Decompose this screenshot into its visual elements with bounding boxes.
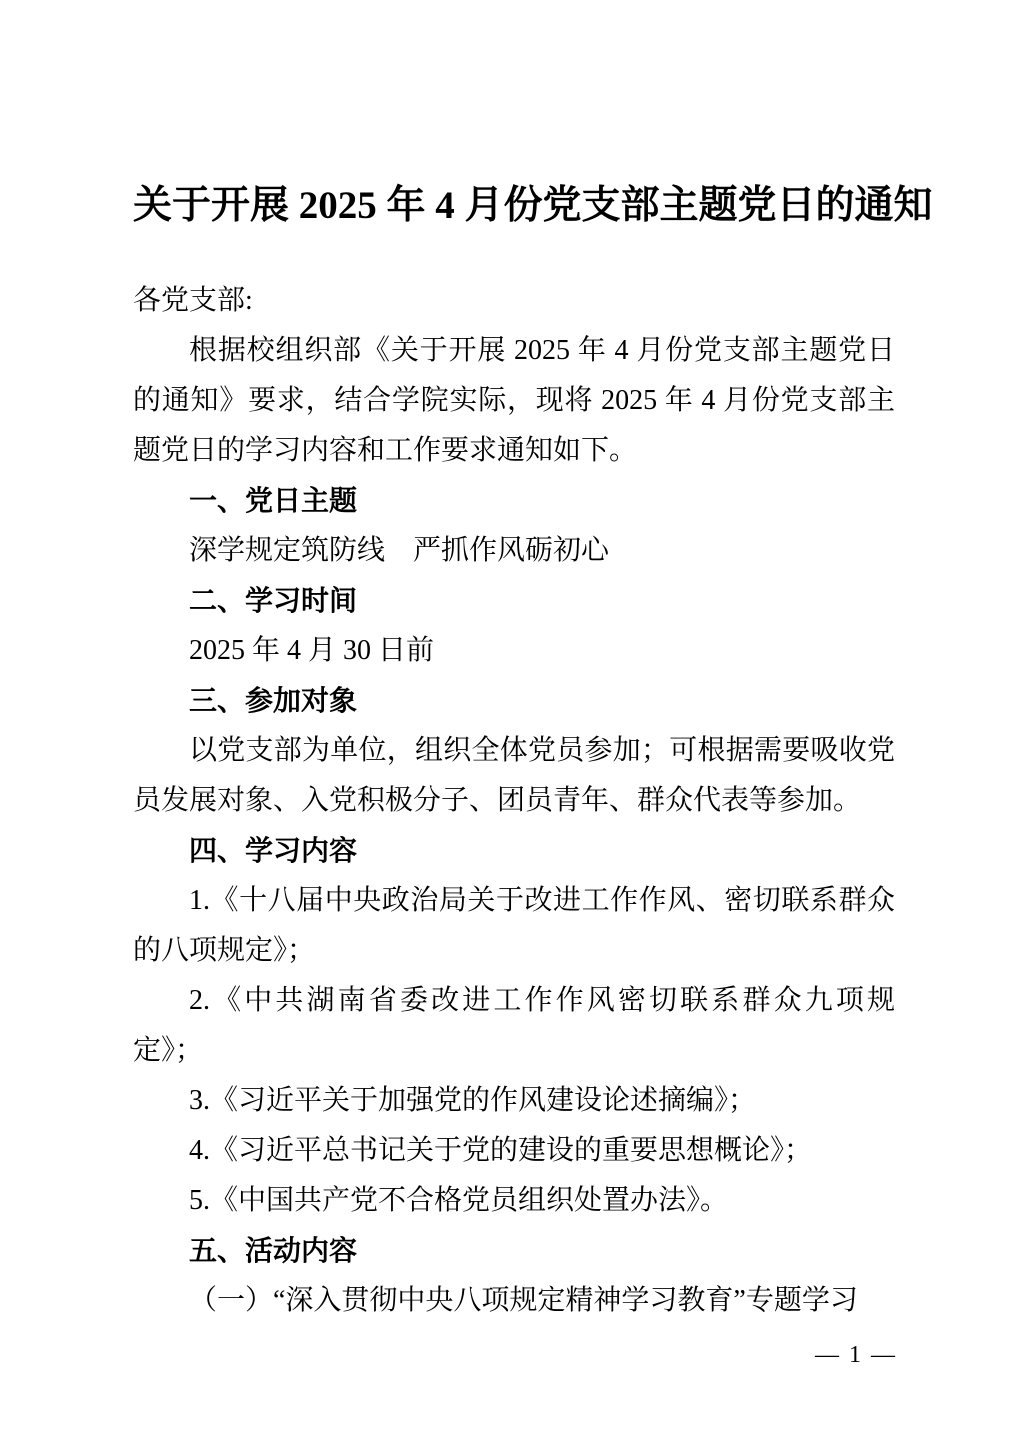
study-content-item-3: 3.《习近平关于加强党的作风建设论述摘编》； bbox=[189, 1085, 757, 1116]
section-heading-study-content: 四、学习内容 bbox=[189, 835, 358, 866]
notice-content bbox=[133, 178, 933, 1326]
activity-content-item-1: （一）“深入贯彻中央八项规定精神学习教育”专题学习 bbox=[189, 1285, 858, 1316]
document-title: 关于开展 2025 年 4 月份党支部主题党日的通知 bbox=[133, 184, 933, 227]
study-content-item-5: 5.《中国共产党不合格党员组织处置办法》。 bbox=[189, 1185, 729, 1216]
section-heading-activity-content: 五、活动内容 bbox=[189, 1235, 358, 1266]
section-heading-party-day-theme: 一、党日主题 bbox=[189, 485, 358, 516]
study-time-text: 2025 年 4 月 30 日前 bbox=[189, 635, 435, 666]
study-content-item-1: 1.《十八届中央政治局关于改进工作作风、密切联系群众的八项规定》； bbox=[133, 885, 895, 966]
section-heading-study-time: 二、学习时间 bbox=[189, 585, 358, 616]
study-content-item-2: 2.《中共湖南省委改进工作作风密切联系群众九项规定》； bbox=[133, 985, 895, 1066]
participants-text: 以党支部为单位，组织全体党员参加；可根据需要吸收党员发展对象、入党积极分子、团员青年、群众代表等参加。 bbox=[133, 735, 895, 816]
party-day-theme-text: 深学规定筑防线 严抓作风砺初心 bbox=[189, 535, 610, 566]
page-number: — 1 — bbox=[815, 1342, 897, 1368]
intro-paragraph: 根据校组织部《关于开展 2025 年 4 月份党支部主题党日的通知》要求，结合学院实际，现将 2025 年 4 月份党支部主题党日的学习内容和工作要求通知如下。 bbox=[133, 335, 895, 466]
section-heading-participants: 三、参加对象 bbox=[189, 685, 358, 716]
study-content-item-4: 4.《习近平总书记关于党的建设的重要思想概论》； bbox=[189, 1135, 813, 1166]
salutation: 各党支部: bbox=[133, 285, 253, 316]
